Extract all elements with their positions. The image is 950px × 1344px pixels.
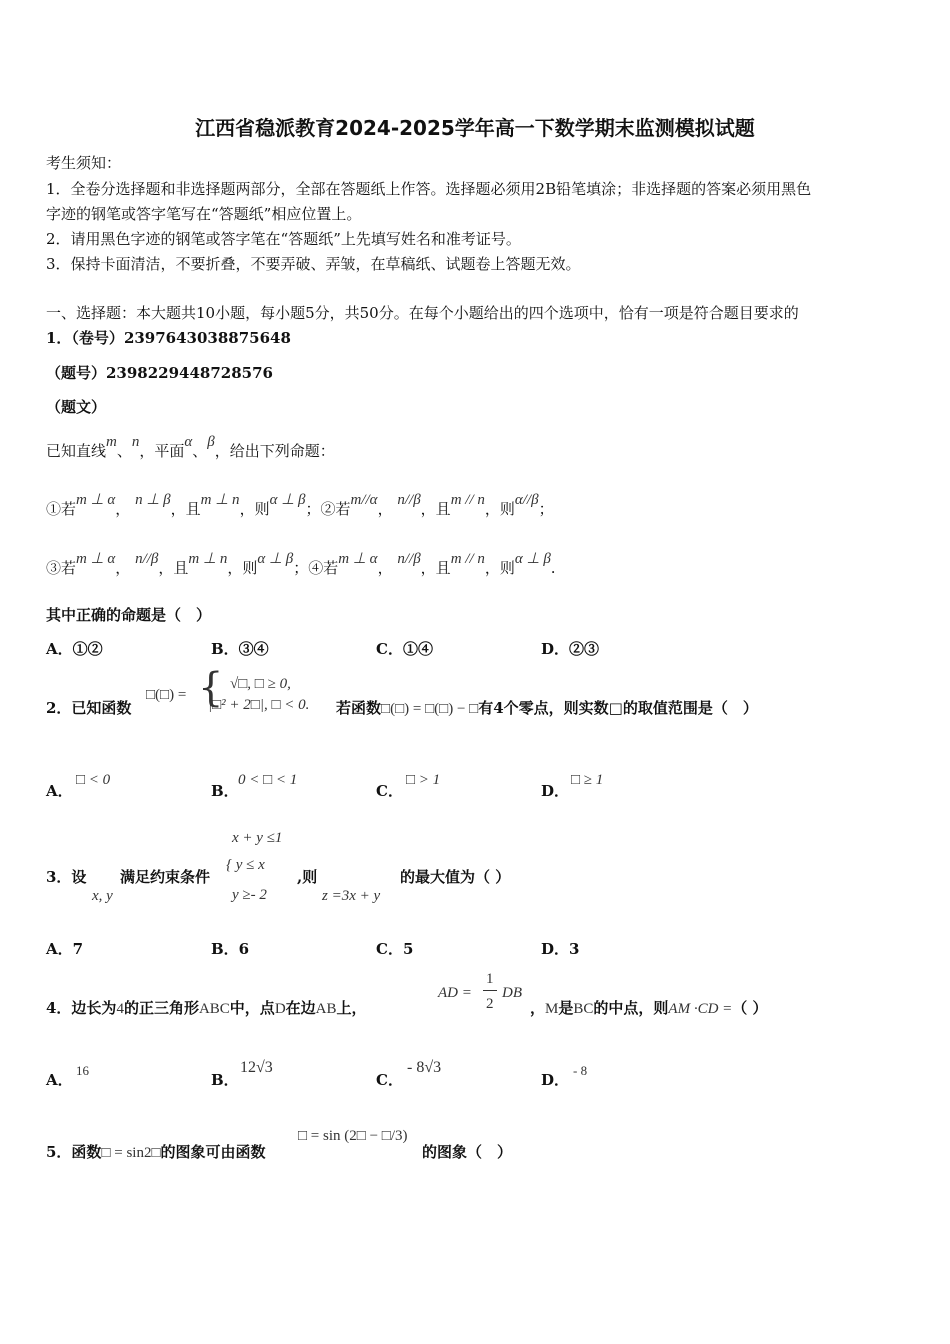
q1-tiwen: （题文） bbox=[46, 398, 107, 416]
q1-option-d[interactable]: D．②③ bbox=[541, 640, 600, 658]
q1-option-a[interactable]: A．①② bbox=[46, 640, 103, 658]
q1-proposition-3-4: ③若m ⊥ α， n//β，且m ⊥ n，则α ⊥ β；④若m ⊥ α， n//β，且m // n，则α ⊥ β. bbox=[46, 551, 556, 577]
q4-option-d-value: - 8 bbox=[573, 1063, 588, 1078]
q3-option-d[interactable]: D．3 bbox=[541, 940, 580, 958]
q2-option-c[interactable]: C． bbox=[376, 782, 403, 800]
q3-vars: x, y bbox=[92, 888, 113, 904]
q4-option-b-value: 12√3 bbox=[240, 1059, 273, 1076]
q3-then: ,则 bbox=[297, 868, 318, 886]
q4-stem: 4．边长为4的正三角形ABC中，点D在边AB上， bbox=[46, 999, 367, 1017]
q4-option-c[interactable]: C． bbox=[376, 1071, 403, 1089]
section-heading: 一、选择题：本大题共10小题，每小题5分，共50分。在每个小题给出的四个选项中，恰有一项是符合题目要求的 bbox=[46, 304, 799, 322]
q3-constraint-3: y ≥- 2 bbox=[232, 887, 267, 903]
q1-tihao: （题号）2398229448728576 bbox=[46, 364, 273, 382]
q3-constraint-1: x + y ≤1 bbox=[232, 830, 283, 846]
q4-option-a[interactable]: A． bbox=[46, 1071, 73, 1089]
q5-stem: 5．函数□ = sin2□的图象可由函数 bbox=[46, 1143, 266, 1161]
q2-case-2: |□² + 2□|, □ < 0. bbox=[208, 697, 310, 713]
q4-option-b[interactable]: B． bbox=[211, 1071, 239, 1089]
q1-option-b[interactable]: B．③④ bbox=[211, 640, 269, 658]
q2-option-d-value: □ ≥ 1 bbox=[571, 772, 604, 788]
page-title: 江西省稳派教育2024-2025学年高一下数学期末监测模拟试题 bbox=[195, 116, 755, 140]
q2-stem-rest: 若函数□(□) = □(□) − □有4个零点，则实数□的取值范围是（ ） bbox=[336, 699, 758, 717]
q2-option-a-value: □ < 0 bbox=[76, 772, 111, 788]
q1-proposition-1-2: ①若m ⊥ α， n ⊥ β，且m ⊥ n，则α ⊥ β；②若m//α， n//β，且m // n，则α//β； bbox=[46, 492, 554, 518]
notice-item: 2．请用黑色字迹的钢笔或答字笔在“答题纸”上先填写姓名和准考证号。 bbox=[46, 230, 521, 248]
q2-stem: 2．已知函数 bbox=[46, 699, 132, 717]
notice-item: 1．全卷分选择题和非选择题两部分，全部在答题纸上作答。选择题必须用2B铅笔填涂；非选择题的答案必须用黑色 bbox=[46, 180, 812, 198]
q4-db: DB bbox=[502, 985, 522, 1001]
q3-mid: 满足约束条件 bbox=[120, 868, 211, 886]
q2-option-a[interactable]: A． bbox=[46, 782, 73, 800]
q2-option-b-value: 0 < □ < 1 bbox=[238, 772, 298, 788]
q5-suffix: 的图象（ ） bbox=[422, 1143, 513, 1161]
q4-frac-den: 2 bbox=[486, 996, 494, 1012]
q4-option-d[interactable]: D． bbox=[541, 1071, 570, 1089]
q3-suffix: 的最大值为（ ） bbox=[400, 868, 511, 886]
q1-stem: 已知直线m、n，平面α、β，给出下列命题： bbox=[46, 434, 335, 460]
q4-stem-rest: ，M是BC的中点，则AM ·CD =（ ） bbox=[530, 999, 768, 1017]
q1-option-c[interactable]: C．①④ bbox=[376, 640, 433, 658]
q4-frac-bar bbox=[483, 990, 497, 991]
q3-option-a[interactable]: A．7 bbox=[46, 940, 84, 958]
q4-option-c-value: - 8√3 bbox=[407, 1059, 442, 1076]
q1-juan: 1．（卷号）2397643038875648 bbox=[46, 329, 291, 347]
q2-brace: { bbox=[198, 665, 224, 711]
q2-option-b[interactable]: B． bbox=[211, 782, 239, 800]
q2-f-def: □(□) = bbox=[146, 687, 187, 703]
q3-option-b[interactable]: B．6 bbox=[211, 940, 250, 958]
q3-prefix: 3．设 bbox=[46, 868, 87, 886]
q4-ad: AD = bbox=[438, 985, 472, 1001]
q2-option-c-value: □ > 1 bbox=[406, 772, 441, 788]
q2-case-1: √□, □ ≥ 0, bbox=[230, 676, 291, 692]
q3-option-c[interactable]: C．5 bbox=[376, 940, 414, 958]
q1-question: 其中正确的命题是（ ） bbox=[46, 606, 212, 624]
q4-option-a-value: 16 bbox=[76, 1063, 89, 1078]
notice-heading: 考生须知： bbox=[46, 154, 122, 172]
q3-constraint-2: { y ≤ x bbox=[226, 857, 265, 873]
notice-item: 字迹的钢笔或答字笔写在“答题纸”相应位置上。 bbox=[46, 205, 362, 223]
notice-item: 3．保持卡面清洁，不要折叠，不要弄破、弄皱，在草稿纸、试题卷上答题无效。 bbox=[46, 255, 581, 273]
q2-option-d[interactable]: D． bbox=[541, 782, 570, 800]
q4-frac-num: 1 bbox=[486, 971, 494, 987]
q3-objective: z =3x + y bbox=[322, 888, 381, 904]
q5-f2: □ = sin (2□ − □/3) bbox=[298, 1128, 408, 1144]
